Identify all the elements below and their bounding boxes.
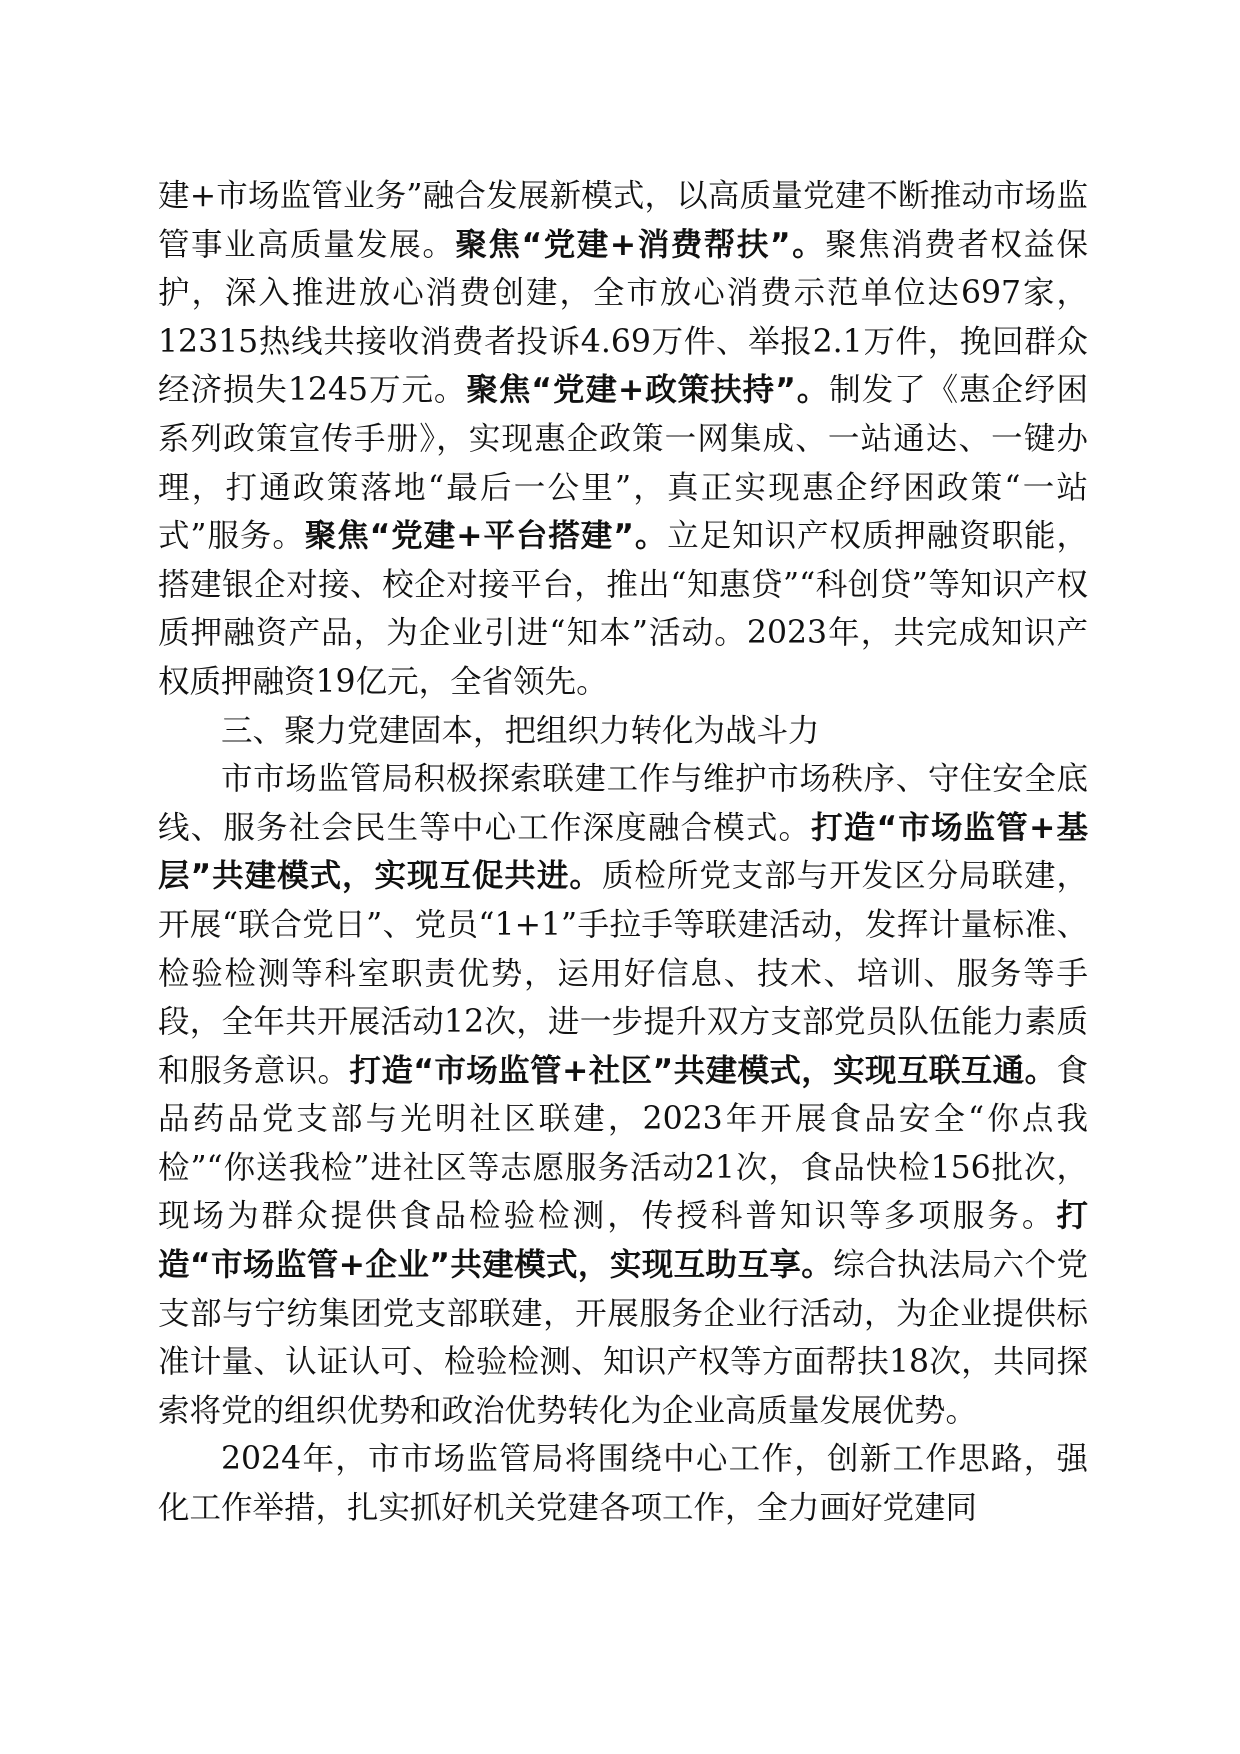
text-run: 聚焦消费者权益保护，深入推进放心消费创建，全市放心消费示范单位达697家，12315热线共接收消费者投诉4.69万件、举报2.1万件，挽回群众经济损失1245万元。 bbox=[158, 226, 1088, 409]
bold-heading-platform-building: 聚焦“党建+平台搭建”。 bbox=[304, 518, 668, 555]
text-run: 制发了《惠企纾困系列政策宣传手册》，实现惠企政策一网集成、一站通达、一键办理，打通政策落地“最后一公里”，真正实现惠企纾困政策“一站式”服务。 bbox=[158, 372, 1088, 555]
paragraph-consumer-policy-platform bbox=[158, 172, 1088, 707]
paragraph-2024-plan bbox=[158, 1435, 1088, 1532]
bold-heading-enterprise: 打造“市场监管+企业”共建模式，实现互助互享。 bbox=[158, 1198, 1088, 1284]
bold-heading-grassroots: 打造“市场监管+基层”共建模式，实现互促共进。 bbox=[158, 809, 1088, 895]
text-run: 2024年，市市场监管局将围绕中心工作，创新工作思路，强化工作举措，扎实抓好机关党建各项工作，全力画好党建同 bbox=[158, 1441, 1088, 1527]
text-run: 综合执法局六个党支部与宁纺集团党支部联建，开展服务企业行活动，为企业提供标准计量、认证认可、检验检测、知识产权等方面帮扶18次，共同探索将党的组织优势和政治优势转化为企业高质量发展优势。 bbox=[158, 1247, 1088, 1429]
document-page bbox=[158, 172, 1088, 1732]
bold-heading-consumer-support: 聚焦“党建+消费帮扶”。 bbox=[455, 226, 826, 263]
paragraph-joint-building bbox=[158, 755, 1088, 1435]
section-heading-three bbox=[158, 707, 1088, 756]
text-run: 立足知识产权质押融资职能，搭建银企对接、校企对接平台，推出“知惠贷”“科创贷”等知识产权质押融资产品，为企业引进“知本”活动。2023年，共完成知识产权质押融资19亿元，全省领先。 bbox=[158, 518, 1088, 700]
text-run: 市市场监管局积极探索联建工作与维护市场秩序、守住安全底线、服务社会民生等中心工作深度融合模式。 bbox=[158, 761, 1088, 846]
text-run: 质检所党支部与开发区分局联建，开展“联合党日”、党员“1+1”手拉手等联建活动，发挥计量标准、检验检测等科室职责优势，运用好信息、技术、培训、服务等手段，全年共开展活动12次，进一步提升双方支部党员队伍能力素质和服务意识。 bbox=[158, 858, 1088, 1089]
text-run: 建+市场监管业务”融合发展新模式，以高质量党建不断推动市场监管事业高质量发展。 bbox=[158, 178, 1088, 263]
bold-heading-policy-support: 聚焦“党建+政策扶持”。 bbox=[466, 372, 830, 409]
bold-heading-community: 打造“市场监管+社区”共建模式，实现互联互通。 bbox=[349, 1052, 1057, 1089]
text-run: 食品药品党支部与光明社区联建，2023年开展食品安全“你点我检”“你送我检”进社区等志愿服务活动21次，食品快检156批次，现场为群众提供食品检验检测，传授科普知识等多项服务。 bbox=[158, 1052, 1088, 1235]
section-heading-text: 三、聚力党建固本，把组织力转化为战斗力 bbox=[221, 712, 820, 749]
